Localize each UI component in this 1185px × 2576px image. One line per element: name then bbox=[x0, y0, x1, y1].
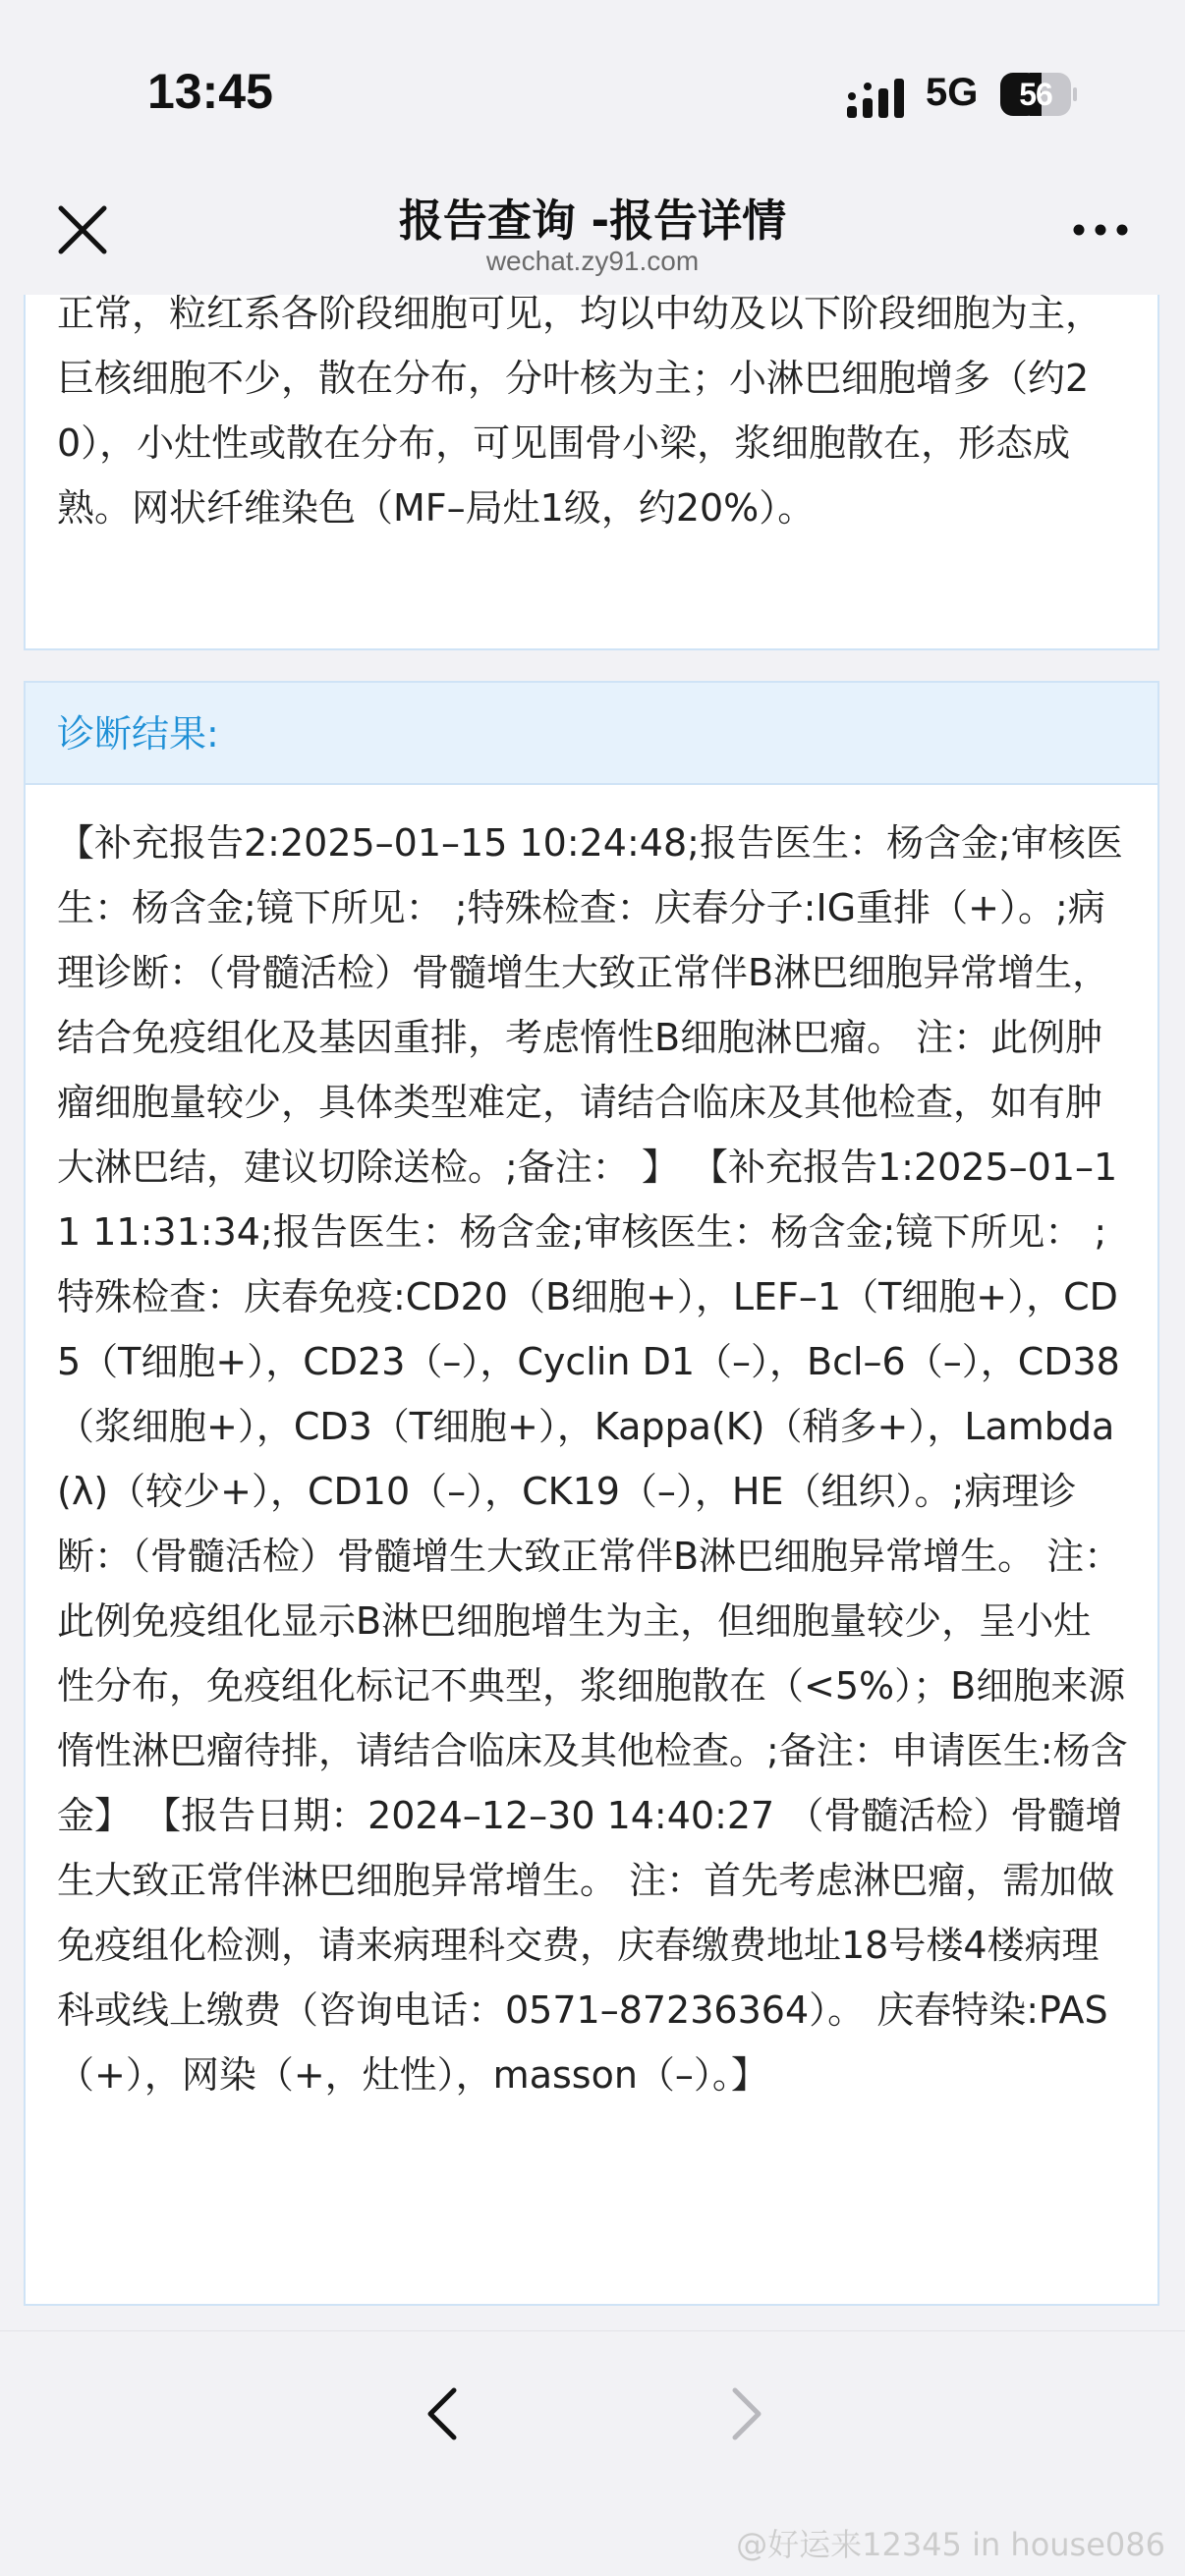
diagnosis-card bbox=[24, 681, 1159, 2306]
status-bar bbox=[0, 0, 1185, 167]
findings-card bbox=[24, 295, 1159, 650]
report-content[interactable] bbox=[0, 295, 1185, 2330]
findings-text: 正常，粒红系各阶段细胞可见，均以中幼及以下阶段细胞为主，巨核细胞不少，散在分布，分叶核为主；小淋巴细胞增多（约20），小灶性或散在分布，可见围骨小梁，浆细胞散在，形态成熟。网状纤维染色（MF–局灶1级，约20%）。 bbox=[57, 295, 1103, 530]
nav-bar bbox=[0, 167, 1185, 295]
diagnosis-header: 诊断结果: bbox=[26, 683, 1157, 785]
watermark: @好运来12345 in house086 bbox=[736, 2526, 1165, 2563]
page-domain: wechat.zy91.com bbox=[485, 246, 700, 276]
battery-level: 56 bbox=[1019, 77, 1052, 112]
diagnosis-text: 【补充报告2:2025–01–15 10:24:48;报告医生：杨含金;审核医生：杨含金;镜下所见： ;特殊检查：庆春分子:IG重排（+）。;病理诊断：（骨髓活检）骨髓增生大致正常伴B淋巴细胞异常增生，结合免疫组化及基因重排，考虑惰性B细胞淋巴瘤。 注：此例肿瘤细胞量较少，具体类型难定，请结合临床及其他检查，如有肿大淋巴结，建议切除送检。;备注： 】 【补充报告1:2025–01–11 11:31:34;报告医生：杨含金;审核医生：杨含金;镜下所见： ;特殊检查：庆春免疫:CD20（B细胞+），LEF–1（T细胞+），CD5（T细胞+），CD23（–），Cyclin D1（–），Bcl–6（–），CD38（浆细胞+），CD3（T细胞+），Kappa(K)（稍多+），Lambda(λ)（较少+），CD10（–），CK19（–），HE（组织）。;病理诊断：（骨髓活检）骨髓增生大致正常伴B淋巴细胞异常增生。 注：此例免疫组化显示B淋巴细胞增生为主，但细胞量较少，呈小灶性分布，免疫组化标记不典型，浆细胞散在（<5%）；B细胞来源惰性淋巴瘤待排，请结合临床及其他检查。;备注：申请医生:杨含金】 【报告日期：2024–12–30 14:40:27 （骨髓活检）骨髓增生大致正常伴淋巴细胞异常增生。 注：首先考虑淋巴瘤，需加做免疫组化检测，请来病理科交费，庆春缴费地址18号楼4楼病理科或线上缴费（咨询电话：0571–87236364）。 庆春特染:PAS（+），网染（+，灶性），masson（–）。】 bbox=[57, 821, 1128, 2097]
back-arrow-icon[interactable] bbox=[417, 2382, 472, 2445]
network-label: 5G bbox=[926, 71, 979, 114]
status-time: 13:45 bbox=[147, 64, 273, 119]
browser-toolbar bbox=[0, 2330, 1185, 2576]
more-icon[interactable] bbox=[1069, 210, 1132, 250]
signal-bars-icon bbox=[847, 79, 906, 118]
forward-arrow-icon[interactable] bbox=[717, 2382, 772, 2445]
page-title: 报告查询 -报告详情 bbox=[398, 195, 787, 247]
